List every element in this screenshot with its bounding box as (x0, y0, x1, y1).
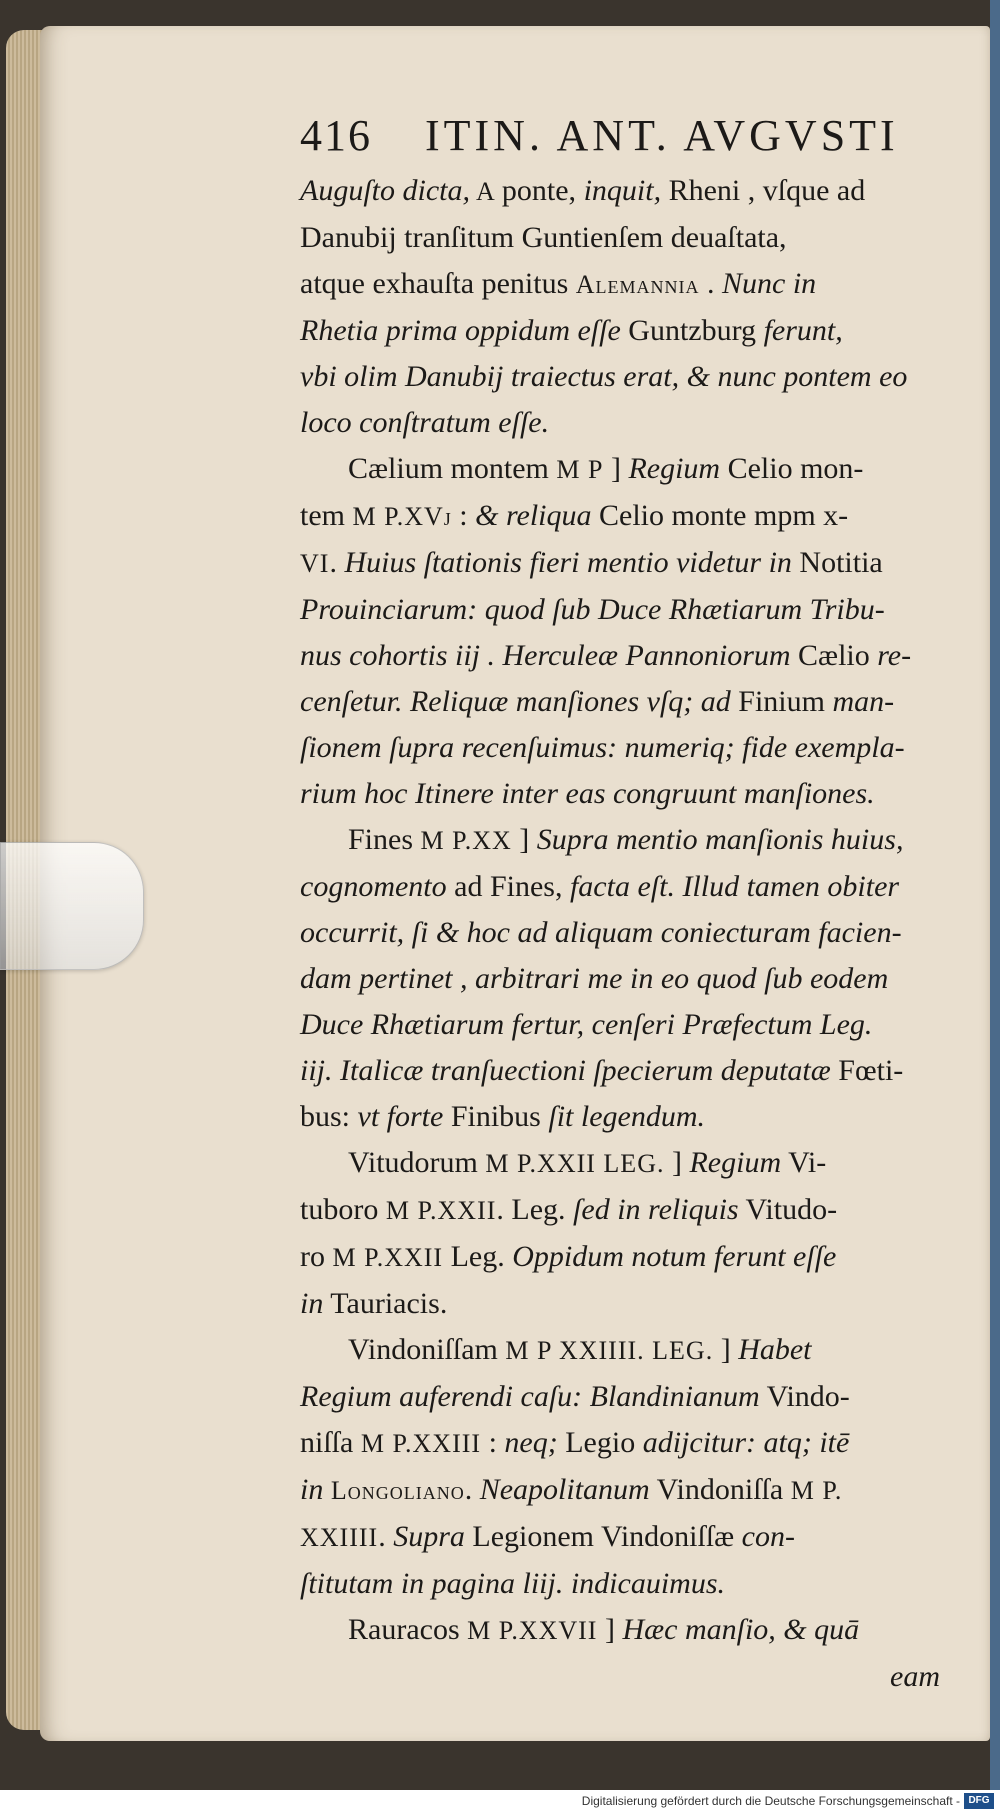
text-segment: : (451, 499, 476, 532)
text-segment: Oppidum notum ferunt eſſe (512, 1240, 837, 1273)
catchword: eam (890, 1660, 940, 1693)
text-segment: dam pertinet , arbitrari me in eo quod ſub eodem (300, 962, 889, 995)
text-line (300, 956, 940, 1002)
text-segment: Supra (393, 1520, 465, 1553)
text-segment: rium hoc Itinere inter eas congruunt manſiones. (300, 777, 875, 810)
text-segment: ſionem ſupra recenſuimus: numeriq; fide exempla- (300, 731, 905, 764)
text-segment: Celio mon- (720, 452, 864, 485)
text-segment: ] (664, 1146, 690, 1179)
text-segment: Fines (348, 823, 421, 856)
text-segment: M P.XXII (332, 1243, 444, 1272)
text-segment: Habet (738, 1333, 812, 1366)
text-segment: Cælium montem (348, 452, 557, 485)
text-segment: Legionem Vindoniſſæ (464, 1520, 742, 1553)
text-segment: Vindoniſſa (649, 1473, 791, 1506)
text-line (300, 1187, 940, 1234)
text-line (300, 864, 940, 910)
text-line (300, 1234, 940, 1281)
text-line (300, 261, 940, 308)
text-line (300, 215, 940, 261)
text-segment: ponte, (501, 174, 584, 207)
text-segment: Reliquæ manſiones vſq; ad (402, 685, 731, 718)
text-segment: niſſa (300, 1426, 361, 1459)
text-line (300, 1514, 940, 1561)
text-line (300, 446, 940, 493)
text-segment: Regium (628, 452, 721, 485)
text-segment: ſtitutam in pagina liij. indicauimus. (300, 1567, 726, 1600)
text-segment: Longoliano (323, 1476, 465, 1505)
text-segment: vbi olim Danubij traiectus erat, & nunc pontem eo (300, 360, 908, 393)
text-segment: Guntzburg (620, 314, 764, 347)
text-line (300, 1140, 940, 1187)
footer-bar (0, 1790, 1000, 1814)
text-segment: Regium auferendi caſu: Blandinianum (300, 1380, 760, 1413)
text-segment: iij. Italicæ tranſuectioni ſpecierum deputatæ (300, 1054, 831, 1087)
text-segment: Duce Rhætiarum fertur, cenſeri Præfectum Leg. (300, 1008, 873, 1041)
text-segment: . (378, 1520, 394, 1553)
text-line (300, 1002, 940, 1048)
text-segment: Rhetia prima oppidum eſſe (300, 314, 621, 347)
text-segment: cenſetur. (300, 685, 403, 718)
text-segment: . (464, 1473, 480, 1506)
text-segment: facta eſt. Illud tamen obiter (569, 870, 900, 903)
text-segment: Tauriacis. (323, 1287, 448, 1320)
text-segment: man- (832, 685, 895, 718)
text-segment: Danubij tranſitum Guntienſem deuaſtata, (300, 221, 787, 254)
text-segment: atque exhauſta penitus (300, 267, 576, 300)
text-segment: . (329, 546, 345, 579)
text-line (300, 308, 940, 354)
text-line (300, 771, 940, 817)
text-segment: XXIIII (300, 1523, 379, 1552)
text-body (300, 168, 940, 1700)
text-segment: ] (603, 452, 629, 485)
text-segment: ] (713, 1333, 739, 1366)
text-segment: & reliqua (475, 499, 592, 532)
text-segment: M P.XX (420, 826, 512, 855)
page-number: 416 (300, 111, 372, 160)
text-segment: ferunt, (763, 314, 843, 347)
text-segment: ſed in reliquis (573, 1193, 739, 1226)
text-segment: : (481, 1426, 505, 1459)
text-segment: Rheni , vſque ad (661, 174, 866, 207)
text-segment: ro (300, 1240, 333, 1273)
text-line (300, 1327, 940, 1374)
text-line (300, 1607, 940, 1654)
text-segment: Vi- (781, 1146, 827, 1179)
text-line (300, 1281, 940, 1327)
text-segment: Huius ſtationis fieri mentio videtur in (344, 546, 792, 579)
binding-edge (990, 0, 1000, 1790)
text-segment: . Leg. (496, 1193, 574, 1226)
text-segment: cognomento (300, 870, 447, 903)
page-header (300, 110, 900, 161)
text-line (300, 540, 940, 587)
text-segment: in (300, 1473, 324, 1506)
running-title: ITIN. ANT. AVGVSTI (425, 111, 899, 160)
text-segment: Notitia (791, 546, 883, 579)
text-segment: nus cohortis iij . Herculeæ Pannoniorum (300, 639, 791, 672)
text-segment: tem (300, 499, 353, 532)
text-segment: Vindo- (759, 1380, 850, 1413)
text-segment: con- (741, 1520, 795, 1553)
text-segment: Prouinciarum: quod ſub Duce Rhætiarum Tribu- (300, 593, 885, 626)
text-segment: loco conſtratum eſſe. (300, 406, 550, 439)
text-line (300, 1048, 940, 1094)
text-segment: bus: (300, 1100, 358, 1133)
text-segment: ] (597, 1613, 623, 1646)
text-segment: ] (511, 823, 537, 856)
text-line (300, 1561, 940, 1607)
text-segment: Supra mentio manſionis huius, (536, 823, 904, 856)
text-line (300, 817, 940, 864)
text-segment: ad Fines, (446, 870, 570, 903)
text-line (300, 1094, 940, 1140)
digitization-credit: Digitalisierung gefördert durch die Deutsche Forschungsgemeinschaft - (581, 1794, 960, 1808)
text-segment: Auguſto dicta, (300, 174, 470, 207)
text-segment: inquit, (583, 174, 662, 207)
text-segment: M P.XXIII (360, 1429, 482, 1458)
text-segment: M P.XXVII (467, 1616, 598, 1645)
text-segment: M P.XXII (385, 1196, 497, 1225)
text-segment: M P XXIIII. LEG. (505, 1336, 714, 1365)
text-segment: M P. (790, 1476, 843, 1505)
page-tab-marker (0, 842, 144, 970)
text-segment: Fœti- (830, 1054, 904, 1087)
text-segment: Regium (689, 1146, 782, 1179)
text-segment: Celio monte mpm x- (591, 499, 849, 532)
text-segment: . (699, 267, 723, 300)
text-segment: occurrit, ſi & hoc ad aliquam coniecturam facien- (300, 916, 902, 949)
text-segment: Cælio (790, 639, 878, 672)
text-segment: Vitudorum (348, 1146, 486, 1179)
text-segment: M P.XXII LEG. (485, 1149, 665, 1178)
text-segment: Finium (730, 685, 833, 718)
text-segment: Leg. (443, 1240, 513, 1273)
text-segment: Rauracos (348, 1613, 468, 1646)
text-line (300, 1467, 940, 1514)
text-segment: Vindoniſſam (348, 1333, 506, 1366)
text-line (300, 633, 940, 679)
text-segment: VI (300, 549, 330, 578)
text-line (300, 400, 940, 446)
text-segment: in (300, 1287, 324, 1320)
text-segment: Nunc in (722, 267, 817, 300)
text-segment: M P.XVj (352, 502, 452, 531)
dfg-logo: DFG (964, 1793, 994, 1809)
text-segment: ſit legendum. (548, 1100, 705, 1133)
text-line (300, 1374, 940, 1420)
text-segment: Alemannia (575, 270, 700, 299)
text-line (300, 587, 940, 633)
text-segment: neq; (504, 1426, 558, 1459)
text-line (300, 725, 940, 771)
text-segment: Hæc manſio, & quā (622, 1613, 860, 1646)
text-line (300, 910, 940, 956)
text-segment: adijcitur: atq; itē (642, 1426, 850, 1459)
text-segment: M P (556, 455, 604, 484)
text-segment: re- (877, 639, 912, 672)
text-segment: tuboro (300, 1193, 386, 1226)
text-segment: vt forte (357, 1100, 444, 1133)
text-segment: Finibus (443, 1100, 549, 1133)
text-line (300, 168, 940, 215)
text-line (300, 1420, 940, 1467)
text-segment: A (469, 177, 502, 206)
text-segment: Vitudo- (738, 1193, 838, 1226)
text-segment: Neapolitanum (479, 1473, 650, 1506)
text-line (300, 493, 940, 540)
text-segment: Legio (557, 1426, 643, 1459)
text-line (300, 354, 940, 400)
text-line (300, 679, 940, 725)
